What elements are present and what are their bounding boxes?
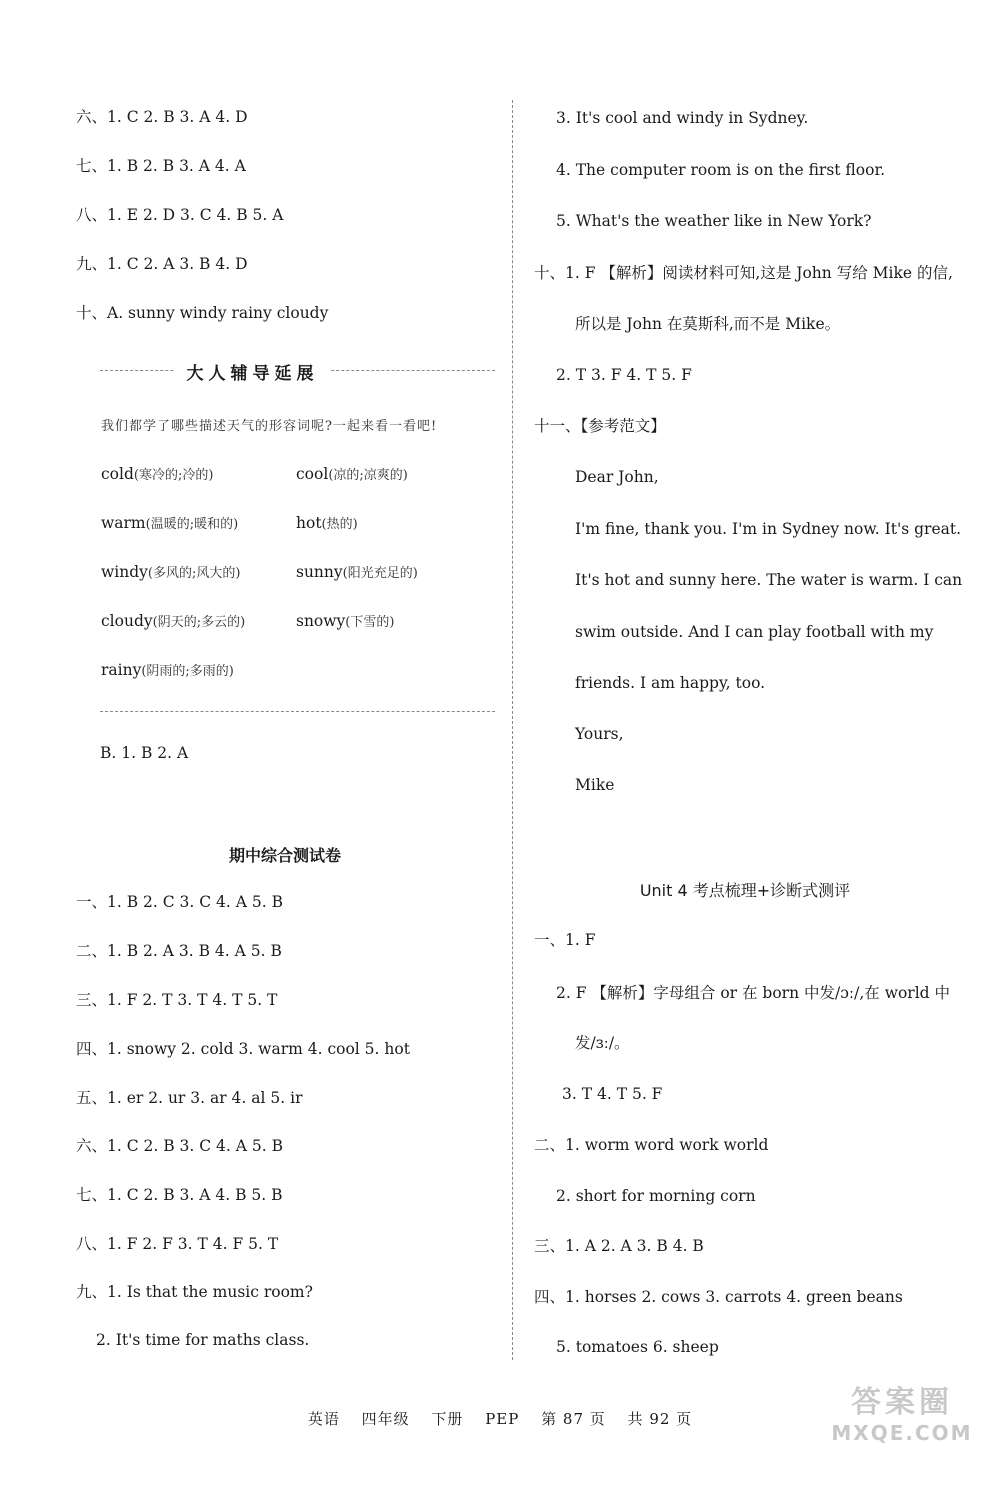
answer-line: 七、1. B 2. B 3. A 4. A [76,157,246,175]
answer-line: 六、1. C 2. B 3. C 4. A 5. B [76,1137,283,1155]
box-title: 大人辅导延展 [0,359,505,384]
vocab-item [101,513,238,535]
answer-line: Yours, [575,725,624,743]
vocab-item [296,464,408,486]
section-title-unit4: Unit 4 考点梳理+诊断式测评 [639,881,851,900]
vocab-item [296,611,394,633]
vocab-word: rainy [101,661,142,679]
answer-line: B. 1. B 2. A [100,744,189,762]
vocab-word: windy [101,563,148,581]
vocab-meaning: (多风的;风大的) [147,566,241,581]
vocab-item [101,660,234,682]
answer-line: 二、1. worm word work world [534,1136,769,1154]
answer-line: 九、1. C 2. A 3. B 4. D [76,255,248,273]
vocab-word: cloudy [101,612,153,630]
answer-line: 九、1. Is that the music room? [76,1283,313,1301]
answer-line: 2. F 【解析】字母组合 or 在 born 中发/ɔː/,在 world 中 [556,984,951,1002]
answer-line: 四、1. horses 2. cows 3. carrots 4. green beans [534,1288,903,1306]
footer-subject: 英语 [307,1410,340,1428]
answer-line: 发/ɜː/。 [575,1034,630,1052]
vocab-item [101,611,245,633]
answer-line: It's hot and sunny here. The water is warm. I can [575,571,963,589]
vocab-item [101,562,240,584]
vocab-meaning: (阳光充足的) [342,566,418,581]
answer-line: I'm fine, thank you. I'm in Sydney now. It's great. [575,520,962,538]
answer-line: 三、1. A 2. A 3. B 4. B [534,1237,704,1255]
answer-line: Mike [575,776,615,794]
footer-edition: PEP [485,1410,520,1428]
vocab-word: warm [101,514,146,532]
vocab-word: cold [101,465,134,483]
column-divider [512,100,513,1360]
vocab-item [101,464,213,486]
vocab-meaning: (热的) [321,517,358,532]
answer-line: 2. short for morning corn [556,1187,756,1205]
answer-line: 5. tomatoes 6. sheep [556,1338,719,1356]
vocab-meaning: (寒冷的;冷的) [133,468,214,483]
answer-line: 六、1. C 2. B 3. A 4. D [76,108,248,126]
footer-grade: 四年级 [361,1410,410,1428]
answer-line: 二、1. B 2. A 3. B 4. A 5. B [76,942,282,960]
vocab-word: sunny [296,563,343,581]
vocab-meaning: (温暖的;暖和的) [145,517,239,532]
vocab-word: hot [296,514,322,532]
answer-line: 4. The computer room is on the first floor. [556,161,886,179]
answer-line: 七、1. C 2. B 3. A 4. B 5. B [76,1186,283,1204]
vocab-meaning: (阴雨的;多雨的) [141,664,234,679]
watermark-top: 答案圈 [851,1385,953,1420]
answer-line: 5. What's the weather like in New York? [556,212,872,230]
answer-line: swim outside. And I can play football with my [575,623,934,641]
answer-line: 八、1. F 2. F 3. T 4. F 5. T [76,1235,279,1253]
footer-page: 第 87 页 [541,1410,606,1428]
vocab-word: snowy [296,612,346,630]
answer-line: 十、1. F 【解析】阅读材料可知,这是 John 写给 Mike 的信, [534,264,953,282]
answer-line: 3. T 4. T 5. F [562,1085,663,1103]
answer-line: 2. T 3. F 4. T 5. F [556,366,692,384]
answer-line: 五、1. er 2. ur 3. ar 4. al 5. ir [76,1089,303,1107]
answer-line: 十、A. sunny windy rainy cloudy [76,304,329,322]
vocab-item [296,562,418,584]
box-bottom-rule [100,711,495,712]
answer-line: 三、1. F 2. T 3. T 4. T 5. T [76,991,278,1009]
answer-line: 十一、【参考范文】 [534,417,666,435]
vocab-meaning: (凉的;凉爽的) [328,468,408,483]
answer-line: 2. It's time for maths class. [96,1331,310,1349]
box-intro: 我们都学了哪些描述天气的形容词呢?一起来看一看吧! [101,419,438,434]
section-title-midterm: 期中综合测试卷 [228,846,341,865]
answer-line: Dear John, [575,468,659,486]
answer-line: 四、1. snowy 2. cold 3. warm 4. cool 5. hot [76,1040,410,1058]
watermark-bottom: MXQE.COM [831,1421,973,1445]
answer-line: friends. I am happy, too. [575,674,766,692]
footer-volume: 下册 [431,1410,464,1428]
answer-line: 一、1. B 2. C 3. C 4. A 5. B [76,893,283,911]
answer-line: 一、1. F [534,931,596,949]
vocab-meaning: (阴天的;多云的) [152,615,246,630]
answer-line: 八、1. E 2. D 3. C 4. B 5. A [76,206,284,224]
footer-total: 共 92 页 [627,1410,693,1428]
vocab-item [296,513,358,535]
vocab-meaning: (下雪的) [345,615,395,630]
vocab-word: cool [296,465,329,483]
answer-line: 3. It's cool and windy in Sydney. [556,109,809,127]
answer-line: 所以是 John 在莫斯科,而不是 Mike。 [575,315,841,333]
watermark-logo [822,1377,982,1457]
